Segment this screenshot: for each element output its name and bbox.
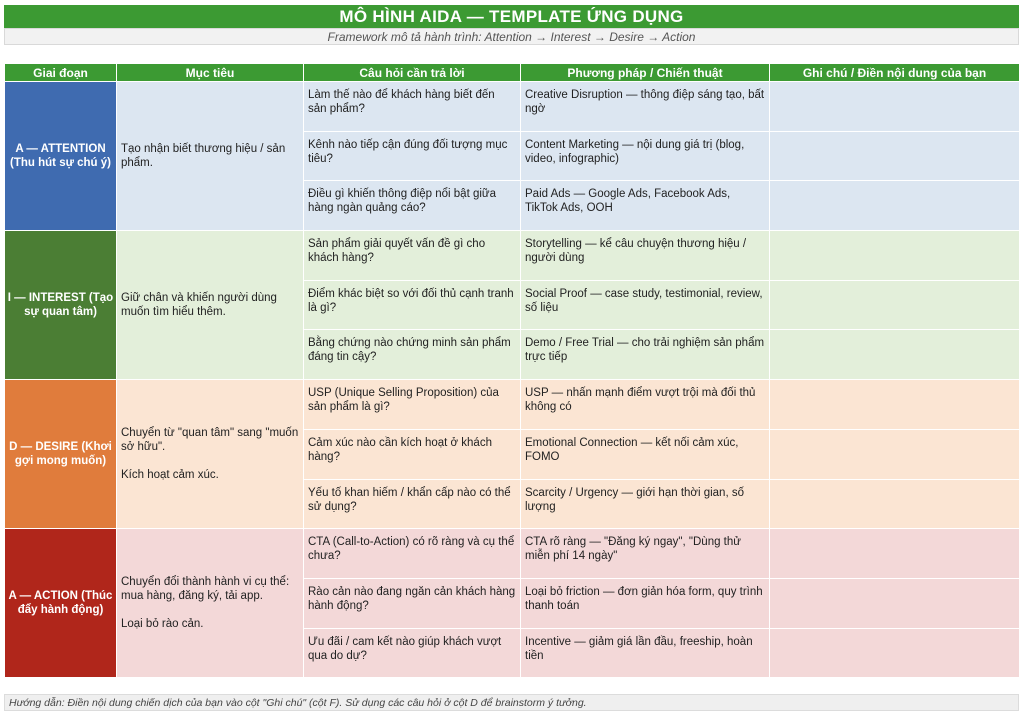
note-cell[interactable] [770,628,1020,678]
note-cell[interactable] [770,330,1020,380]
question-cell[interactable]: Điểm khác biệt so với đối thủ cạnh tranh là gì? [304,280,521,330]
method-cell[interactable]: CTA rõ ràng — "Đăng ký ngay", "Dùng thử miễn phí 14 ngày" [521,529,770,579]
question-cell[interactable]: Bằng chứng nào chứng minh sản phẩm đáng tin cậy? [304,330,521,380]
method-cell[interactable]: Content Marketing — nội dung giá trị (blog, video, infographic) [521,131,770,181]
method-cell[interactable]: Demo / Free Trial — cho trải nghiệm sản phẩm trực tiếp [521,330,770,380]
header-stage[interactable]: Giai đoạn [5,64,117,82]
question-cell[interactable]: Rào cản nào đang ngăn cản khách hàng hành động? [304,578,521,628]
question-cell[interactable]: USP (Unique Selling Proposition) của sản phẩm là gì? [304,380,521,430]
method-cell[interactable]: Incentive — giảm giá lần đầu, freeship, hoàn tiền [521,628,770,678]
method-cell[interactable]: Scarcity / Urgency — giới hạn thời gian, số lượng [521,479,770,529]
goal-text: Chuyển từ "quan tâm" sang "muốn sở hữu". [121,427,299,454]
goal-text: Loại bỏ rào cản. [121,618,204,631]
table-row [5,529,1020,579]
sheet-subtitle[interactable]: Framework mô tả hành trình: Attention → Interest → Desire → Action [4,28,1019,45]
note-cell[interactable] [770,181,1020,231]
stage-attention[interactable]: A — ATTENTION (Thu hút sự chú ý) [5,82,117,231]
method-cell[interactable]: USP — nhấn mạnh điểm vượt trội mà đối thủ không có [521,380,770,430]
method-cell[interactable]: Paid Ads — Google Ads, Facebook Ads, TikTok Ads, OOH [521,181,770,231]
goal-attention[interactable] [117,82,304,231]
note-cell[interactable] [770,578,1020,628]
stage-interest[interactable]: I — INTEREST (Tạo sự quan tâm) [5,231,117,380]
goal-desire[interactable] [117,380,304,529]
question-cell[interactable]: Ưu đãi / cam kết nào giúp khách vượt qua do dự? [304,628,521,678]
goal-text: Tạo nhận biết thương hiệu / sản phẩm. [121,143,286,170]
header-method[interactable]: Phương pháp / Chiến thuật [521,64,770,82]
table-row [5,231,1020,281]
note-cell[interactable] [770,82,1020,132]
goal-interest[interactable] [117,231,304,380]
method-cell[interactable]: Loại bỏ friction — đơn giản hóa form, quy trình thanh toán [521,578,770,628]
note-cell[interactable] [770,429,1020,479]
sheet-title[interactable]: MÔ HÌNH AIDA — TEMPLATE ỨNG DỤNG [4,5,1019,28]
stage-desire[interactable]: D — DESIRE (Khơi gợi mong muốn) [5,380,117,529]
note-cell[interactable] [770,231,1020,281]
header-goal[interactable]: Mục tiêu [117,64,304,82]
stage-action[interactable]: A — ACTION (Thúc đẩy hành động) [5,529,117,678]
question-cell[interactable]: Yếu tố khan hiếm / khẩn cấp nào có thể sử dụng? [304,479,521,529]
note-cell[interactable] [770,479,1020,529]
header-question[interactable]: Câu hỏi cần trả lời [304,64,521,82]
table-row [5,82,1020,132]
goal-text: Giữ chân và khiến người dùng muốn tìm hiểu thêm. [121,292,277,319]
aida-table [4,63,1020,678]
question-cell[interactable]: Cảm xúc nào cần kích hoạt ở khách hàng? [304,429,521,479]
goal-text: Kích hoạt cảm xúc. [121,469,219,482]
method-cell[interactable]: Emotional Connection — kết nối cảm xúc, FOMO [521,429,770,479]
question-cell[interactable]: Làm thế nào để khách hàng biết đến sản phẩm? [304,82,521,132]
footer-instructions[interactable]: Hướng dẫn: Điền nội dung chiến dịch của bạn vào cột "Ghi chú" (cột F). Sử dụng các câu hỏi ở cột D để brainstorm ý tưởng. [4,694,1019,711]
question-cell[interactable]: CTA (Call-to-Action) có rõ ràng và cụ thể chưa? [304,529,521,579]
table-row [5,380,1020,430]
note-cell[interactable] [770,529,1020,579]
question-cell[interactable]: Điều gì khiến thông điệp nổi bật giữa hàng ngàn quảng cáo? [304,181,521,231]
method-cell[interactable]: Social Proof — case study, testimonial, review, số liệu [521,280,770,330]
goal-action[interactable] [117,529,304,678]
note-cell[interactable] [770,131,1020,181]
header-row [5,64,1020,82]
question-cell[interactable]: Kênh nào tiếp cận đúng đối tượng mục tiêu? [304,131,521,181]
note-cell[interactable] [770,280,1020,330]
method-cell[interactable]: Storytelling — kể câu chuyện thương hiệu / người dùng [521,231,770,281]
goal-text: Chuyển đổi thành hành vi cụ thể: mua hàng, đăng ký, tải app. [121,576,290,603]
question-cell[interactable]: Sản phẩm giải quyết vấn đề gì cho khách hàng? [304,231,521,281]
header-note[interactable]: Ghi chú / Điền nội dung của bạn [770,64,1020,82]
note-cell[interactable] [770,380,1020,430]
method-cell[interactable]: Creative Disruption — thông điệp sáng tạo, bất ngờ [521,82,770,132]
